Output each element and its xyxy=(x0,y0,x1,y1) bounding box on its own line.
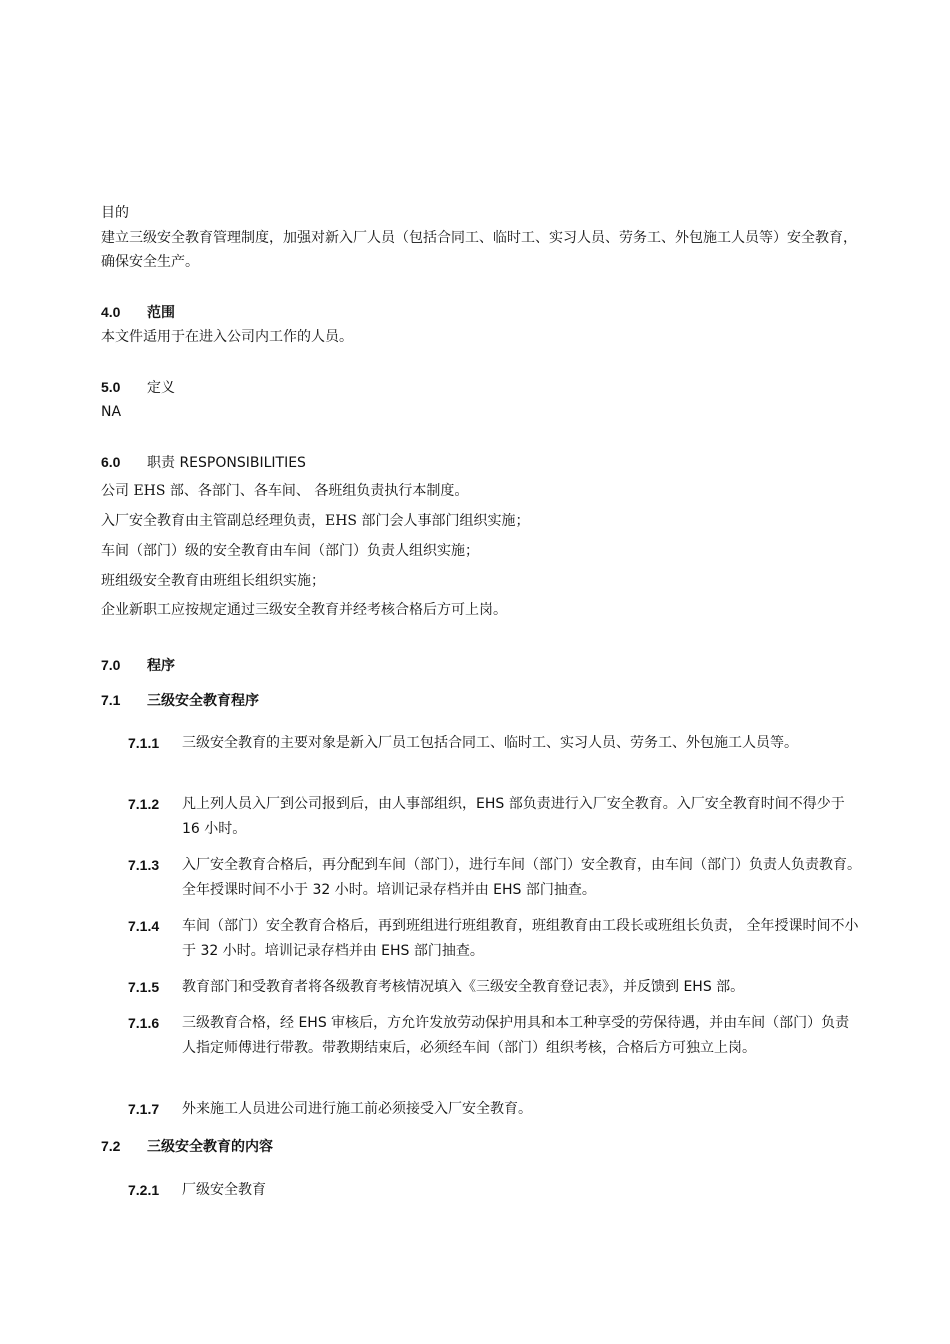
item-text: 三级教育合格，经 EHS 审核后，方允许发放劳动保护用具和本工种享受的劳保待遇，并由车间（部门）负责人指定师傅进行带教。带教期结束后，必须经车间（部门）组织考核，合格后方可独立上岗。 xyxy=(182,1015,850,1056)
item-number: 7.1.1 xyxy=(128,735,160,751)
definition-text: NA xyxy=(101,404,122,420)
section-7-1-title: 三级安全教育程序 xyxy=(147,693,259,709)
section-7-2-number: 7.2 xyxy=(101,1138,121,1154)
definition-heading xyxy=(101,375,175,400)
section-7-2-title: 三级安全教育的内容 xyxy=(147,1139,273,1155)
item-number: 7.2.1 xyxy=(128,1182,160,1198)
responsibilities-title: 职责 RESPONSIBILITIES xyxy=(147,455,306,471)
responsibility-line: 班组级安全教育由班组长组织实施； xyxy=(101,573,325,589)
item-number: 7.1.4 xyxy=(128,918,160,934)
definition-number: 5.0 xyxy=(101,379,121,395)
section-7-1-heading xyxy=(101,688,259,713)
responsibility-line: 入厂安全教育由主管副总经理负责，EHS 部门会人事部门组织实施； xyxy=(101,513,530,529)
procedure-number: 7.0 xyxy=(101,657,121,673)
list-item xyxy=(128,975,863,1000)
item-text: 教育部门和受教育者将各级教育考核情况填入《三级安全教育登记表》，并反馈到 EHS 部。 xyxy=(182,979,745,995)
item-text: 入厂安全教育合格后，再分配到车间（部门），进行车间（部门）安全教育，由车间（部门）负责人负责教育。全年授课时间不小于 32 小时。培训记录存档并由 EHS 部门抽查。 xyxy=(182,857,861,898)
responsibilities-heading xyxy=(101,450,306,475)
item-text: 车间（部门）安全教育合格后，再到班组进行班组教育，班组教育由工段长或班组长负责， 全年授课时间不小于 32 小时。培训记录存档并由 EHS 部门抽查。 xyxy=(182,918,859,959)
scope-text: 本文件适用于在进入公司内工作的人员。 xyxy=(101,329,353,345)
responsibility-line: 车间（部门）级的安全教育由车间（部门）负责人组织实施； xyxy=(101,543,479,559)
section-7-1-number: 7.1 xyxy=(101,692,121,708)
list-item xyxy=(128,853,863,903)
responsibility-line: 企业新职工应按规定通过三级安全教育并经考核合格后方可上岗。 xyxy=(101,602,507,618)
section-7-2-heading xyxy=(101,1134,273,1159)
definition-title: 定义 xyxy=(147,380,175,396)
purpose-title: 目的 xyxy=(101,205,129,221)
responsibility-line: 公司 EHS 部、各部门、各车间、 各班组负责执行本制度。 xyxy=(101,483,469,499)
list-item xyxy=(128,1178,863,1203)
list-item xyxy=(128,792,863,842)
item-number: 7.1.3 xyxy=(128,857,160,873)
item-text: 凡上列人员入厂到公司报到后，由人事部组织，EHS 部负责进行入厂安全教育。入厂安全教育时间不得少于 16 小时。 xyxy=(182,796,845,837)
item-number: 7.1.5 xyxy=(128,979,160,995)
scope-title: 范围 xyxy=(147,305,175,321)
list-item xyxy=(128,914,863,964)
purpose-text: 建立三级安全教育管理制度，加强对新入厂人员（包括合同工、临时工、实习人员、劳务工、外包施工人员等）安全教育，确保安全生产。 xyxy=(101,230,857,270)
responsibilities-number: 6.0 xyxy=(101,454,121,470)
list-item xyxy=(128,1097,863,1122)
item-text: 三级安全教育的主要对象是新入厂员工包括合同工、临时工、实习人员、劳务工、外包施工人员等。 xyxy=(182,735,798,751)
item-text: 厂级安全教育 xyxy=(182,1182,266,1198)
list-item xyxy=(128,1011,863,1061)
procedure-heading xyxy=(101,653,175,678)
item-text: 外来施工人员进公司进行施工前必须接受入厂安全教育。 xyxy=(182,1101,532,1117)
scope-number: 4.0 xyxy=(101,304,121,320)
procedure-title: 程序 xyxy=(147,658,175,674)
item-number: 7.1.6 xyxy=(128,1015,160,1031)
item-number: 7.1.2 xyxy=(128,796,160,812)
scope-heading xyxy=(101,300,175,325)
list-item xyxy=(128,731,863,756)
item-number: 7.1.7 xyxy=(128,1101,160,1117)
